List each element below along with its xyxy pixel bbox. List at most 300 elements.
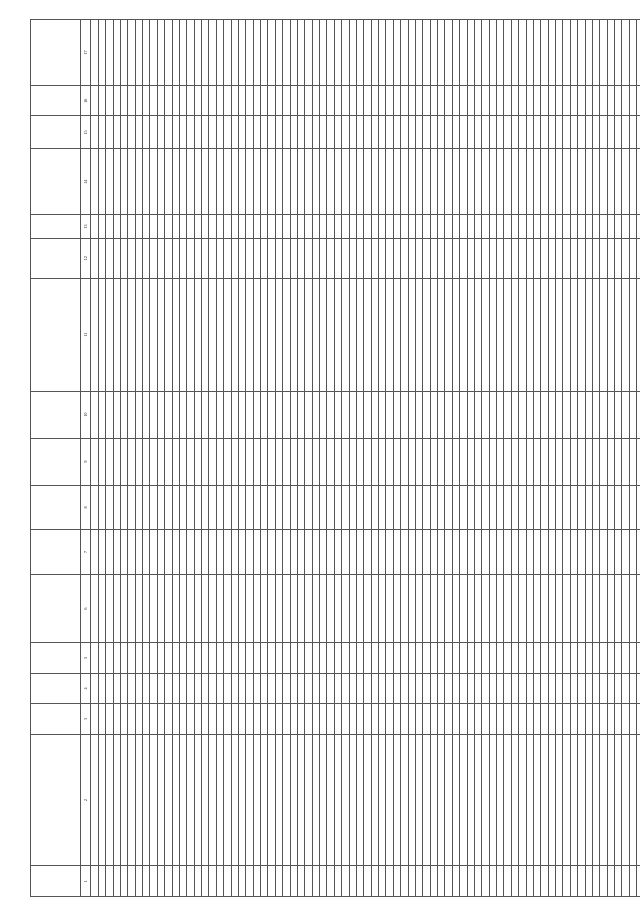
table-cell [371, 438, 378, 485]
table-cell [526, 215, 533, 239]
table-cell [533, 278, 540, 391]
table-cell [379, 704, 386, 735]
table-cell [268, 278, 275, 391]
table-cell [290, 215, 297, 239]
table-cell [231, 116, 238, 149]
table-cell [342, 149, 349, 215]
table-cell [497, 391, 504, 438]
table-row [430, 20, 437, 897]
table-cell [275, 116, 282, 149]
table-cell [563, 149, 570, 215]
table-cell [482, 866, 489, 897]
table-cell [327, 149, 334, 215]
table-cell [135, 20, 142, 86]
table-cell [106, 116, 113, 149]
table-cell [194, 530, 201, 575]
column-number: 3 [81, 704, 91, 735]
table-cell [305, 530, 312, 575]
table-cell [600, 574, 607, 642]
table-cell [592, 391, 599, 438]
table-cell [120, 574, 127, 642]
table-cell [541, 530, 548, 575]
table-cell [320, 215, 327, 239]
table-cell [194, 704, 201, 735]
table-cell [563, 438, 570, 485]
table-cell [438, 85, 445, 116]
table-cell [342, 530, 349, 575]
table-cell [246, 485, 253, 530]
table-cell [135, 643, 142, 674]
table-cell [106, 704, 113, 735]
table-cell [349, 238, 356, 278]
table-cell [371, 278, 378, 391]
table-cell [246, 149, 253, 215]
table-cell [143, 215, 150, 239]
table-cell [504, 278, 511, 391]
table-cell [349, 85, 356, 116]
table-cell [342, 215, 349, 239]
table-cell [460, 238, 467, 278]
table-row [275, 20, 282, 897]
table-cell [113, 530, 120, 575]
table-cell [585, 530, 592, 575]
table-cell [216, 673, 223, 704]
table-cell [231, 704, 238, 735]
table-row [401, 20, 408, 897]
table-cell [460, 485, 467, 530]
column-number: 14 [81, 149, 91, 215]
table-cell [452, 149, 459, 215]
table-cell [364, 438, 371, 485]
table-cell [128, 116, 135, 149]
table-cell [629, 278, 636, 391]
table-cell [592, 116, 599, 149]
table-cell [607, 116, 614, 149]
table-cell [356, 20, 363, 86]
table-cell [379, 673, 386, 704]
table-cell [283, 530, 290, 575]
table-cell [187, 391, 194, 438]
table-cell [526, 438, 533, 485]
table-cell [356, 391, 363, 438]
table-cell [585, 574, 592, 642]
table-cell [320, 85, 327, 116]
table-cell [143, 574, 150, 642]
table-row [187, 20, 194, 897]
table-row [519, 20, 526, 897]
table-cell [423, 643, 430, 674]
table-cell [209, 574, 216, 642]
table-cell [238, 485, 245, 530]
table-cell [334, 215, 341, 239]
table-cell [194, 673, 201, 704]
table-row [334, 20, 341, 897]
table-cell [379, 643, 386, 674]
table-cell [194, 20, 201, 86]
table-cell [224, 238, 231, 278]
table-cell [519, 485, 526, 530]
table-row [408, 20, 415, 897]
table-cell [106, 215, 113, 239]
table-cell [497, 530, 504, 575]
table-cell [548, 85, 555, 116]
table-cell [305, 238, 312, 278]
table-cell [305, 643, 312, 674]
table-cell [143, 866, 150, 897]
table-cell [246, 238, 253, 278]
table-cell [497, 673, 504, 704]
table-cell [305, 574, 312, 642]
table-cell [356, 485, 363, 530]
table-cell [165, 866, 172, 897]
table-cell [334, 643, 341, 674]
table-cell [430, 866, 437, 897]
table-cell [246, 215, 253, 239]
table-cell [216, 116, 223, 149]
table-cell [238, 704, 245, 735]
table-cell [194, 734, 201, 866]
table-cell [556, 643, 563, 674]
table-cell [297, 215, 304, 239]
table-cell [165, 574, 172, 642]
table-cell [423, 278, 430, 391]
table-row [113, 20, 120, 897]
table-cell [216, 85, 223, 116]
table-cell [637, 278, 640, 391]
table-cell [179, 866, 186, 897]
table-cell [91, 116, 98, 149]
table-cell [460, 116, 467, 149]
table-cell [253, 734, 260, 866]
table-cell [460, 215, 467, 239]
table-cell [467, 574, 474, 642]
table-cell [519, 734, 526, 866]
table-cell [393, 149, 400, 215]
table-cell [356, 85, 363, 116]
table-cell [113, 149, 120, 215]
table-cell [349, 438, 356, 485]
table-cell [216, 278, 223, 391]
table-cell [637, 734, 640, 866]
table-cell [305, 673, 312, 704]
table-cell [519, 215, 526, 239]
table-cell [224, 215, 231, 239]
table-cell [423, 238, 430, 278]
table-cell [629, 530, 636, 575]
table-cell [231, 530, 238, 575]
table-cell [526, 149, 533, 215]
table-cell [157, 85, 164, 116]
table-cell [179, 116, 186, 149]
table-cell [327, 238, 334, 278]
table-cell [519, 85, 526, 116]
table-cell [570, 438, 577, 485]
table-cell [305, 734, 312, 866]
table-cell [224, 673, 231, 704]
table-cell [445, 391, 452, 438]
table-cell [305, 278, 312, 391]
table-row [98, 20, 105, 897]
table-cell [342, 438, 349, 485]
mkd-repair-table [30, 19, 640, 897]
table-cell [556, 238, 563, 278]
table-cell [334, 866, 341, 897]
table-cell [533, 866, 540, 897]
table-cell [312, 866, 319, 897]
table-cell [600, 485, 607, 530]
table-cell [157, 278, 164, 391]
table-row [637, 20, 640, 897]
table-cell [165, 391, 172, 438]
table-cell [497, 116, 504, 149]
table-cell [622, 734, 629, 866]
table-cell [268, 215, 275, 239]
table-cell [216, 215, 223, 239]
table-cell [393, 238, 400, 278]
column-header [31, 20, 81, 86]
table-cell [401, 438, 408, 485]
table-cell [261, 530, 268, 575]
table-row [290, 20, 297, 897]
table-cell [106, 574, 113, 642]
table-cell [445, 278, 452, 391]
table-cell [541, 149, 548, 215]
table-cell [600, 85, 607, 116]
table-cell [578, 485, 585, 530]
table-cell [526, 643, 533, 674]
table-cell [113, 704, 120, 735]
table-cell [216, 734, 223, 866]
table-cell [113, 574, 120, 642]
table-cell [629, 438, 636, 485]
table-cell [312, 643, 319, 674]
table-cell [179, 215, 186, 239]
table-cell [157, 149, 164, 215]
table-cell [297, 485, 304, 530]
table-cell [570, 866, 577, 897]
table-cell [209, 530, 216, 575]
table-cell [533, 215, 540, 239]
table-cell [474, 530, 481, 575]
table-cell [98, 574, 105, 642]
table-cell [415, 238, 422, 278]
table-row [489, 20, 496, 897]
table-cell [342, 574, 349, 642]
table-cell [334, 278, 341, 391]
table-cell [165, 485, 172, 530]
table-cell [585, 20, 592, 86]
table-cell [533, 116, 540, 149]
table-cell [143, 85, 150, 116]
table-cell [371, 391, 378, 438]
table-cell [600, 116, 607, 149]
table-cell [526, 116, 533, 149]
table-cell [570, 643, 577, 674]
table-cell [541, 116, 548, 149]
table-cell [297, 574, 304, 642]
table-cell [430, 238, 437, 278]
table-cell [320, 574, 327, 642]
table-cell [379, 485, 386, 530]
table-cell [327, 704, 334, 735]
table-cell [187, 238, 194, 278]
table-cell [607, 215, 614, 239]
table-cell [334, 391, 341, 438]
table-cell [452, 238, 459, 278]
table-row [135, 20, 142, 897]
table-cell [533, 704, 540, 735]
table-cell [135, 485, 142, 530]
table-cell [379, 734, 386, 866]
table-cell [401, 85, 408, 116]
table-cell [305, 485, 312, 530]
table-cell [120, 20, 127, 86]
table-cell [467, 238, 474, 278]
table-cell [135, 278, 142, 391]
table-cell [253, 485, 260, 530]
table-cell [320, 530, 327, 575]
table-cell [172, 215, 179, 239]
table-cell [349, 734, 356, 866]
table-cell [187, 149, 194, 215]
column-header [31, 734, 81, 866]
table-cell [305, 391, 312, 438]
table-cell [607, 673, 614, 704]
table-cell [615, 278, 622, 391]
table-cell [135, 438, 142, 485]
table-cell [415, 116, 422, 149]
table-cell [202, 704, 209, 735]
table-cell [445, 215, 452, 239]
table-cell [120, 530, 127, 575]
table-cell [268, 391, 275, 438]
column-header [31, 215, 81, 239]
table-cell [415, 215, 422, 239]
table-cell [504, 85, 511, 116]
table-cell [533, 574, 540, 642]
table-cell [150, 238, 157, 278]
table-cell [578, 530, 585, 575]
table-cell [578, 20, 585, 86]
table-cell [194, 116, 201, 149]
table-cell [474, 85, 481, 116]
table-cell [401, 116, 408, 149]
table-cell [349, 20, 356, 86]
table-cell [482, 704, 489, 735]
table-cell [511, 116, 518, 149]
table-cell [637, 85, 640, 116]
column-header [31, 673, 81, 704]
table-cell [386, 704, 393, 735]
table-cell [113, 391, 120, 438]
table-cell [592, 734, 599, 866]
table-cell [637, 149, 640, 215]
table-cell [143, 238, 150, 278]
table-cell [438, 215, 445, 239]
table-cell [629, 673, 636, 704]
table-cell [120, 391, 127, 438]
table-cell [556, 438, 563, 485]
table-cell [504, 438, 511, 485]
table-cell [179, 391, 186, 438]
table-cell [393, 391, 400, 438]
table-cell [386, 485, 393, 530]
table-cell [585, 149, 592, 215]
table-cell [150, 215, 157, 239]
table-row [216, 20, 223, 897]
table-cell [548, 643, 555, 674]
table-cell [519, 866, 526, 897]
table-cell [283, 149, 290, 215]
table-cell [349, 215, 356, 239]
table-cell [283, 574, 290, 642]
table-cell [467, 85, 474, 116]
table-row [342, 20, 349, 897]
table-cell [474, 673, 481, 704]
table-row [504, 20, 511, 897]
table-cell [592, 643, 599, 674]
table-cell [157, 438, 164, 485]
table-cell [165, 149, 172, 215]
table-cell [290, 116, 297, 149]
table-cell [430, 485, 437, 530]
table-cell [143, 391, 150, 438]
table-cell [150, 85, 157, 116]
table-cell [202, 20, 209, 86]
table-cell [607, 391, 614, 438]
table-cell [423, 391, 430, 438]
table-cell [305, 704, 312, 735]
table-cell [275, 278, 282, 391]
table-cell [320, 391, 327, 438]
table-cell [98, 530, 105, 575]
table-cell [283, 643, 290, 674]
table-cell [460, 85, 467, 116]
table-cell [349, 704, 356, 735]
table-cell [305, 116, 312, 149]
table-cell [548, 116, 555, 149]
table-cell [511, 438, 518, 485]
table-cell [415, 673, 422, 704]
table-cell [452, 574, 459, 642]
table-cell [452, 530, 459, 575]
table-cell [327, 530, 334, 575]
table-cell [637, 485, 640, 530]
table-cell [541, 673, 548, 704]
table-cell [401, 215, 408, 239]
table-cell [467, 438, 474, 485]
table-cell [356, 704, 363, 735]
table-cell [489, 116, 496, 149]
table-cell [401, 574, 408, 642]
table-cell [179, 485, 186, 530]
table-cell [356, 734, 363, 866]
table-cell [408, 278, 415, 391]
table-cell [600, 238, 607, 278]
table-cell [187, 85, 194, 116]
table-cell [430, 438, 437, 485]
table-cell [246, 643, 253, 674]
table-cell [231, 574, 238, 642]
table-cell [585, 673, 592, 704]
table-cell [327, 438, 334, 485]
table-cell [312, 20, 319, 86]
table-cell [629, 20, 636, 86]
table-cell [445, 85, 452, 116]
table-cell [423, 704, 430, 735]
column-number: 17 [81, 20, 91, 86]
table-cell [253, 238, 260, 278]
